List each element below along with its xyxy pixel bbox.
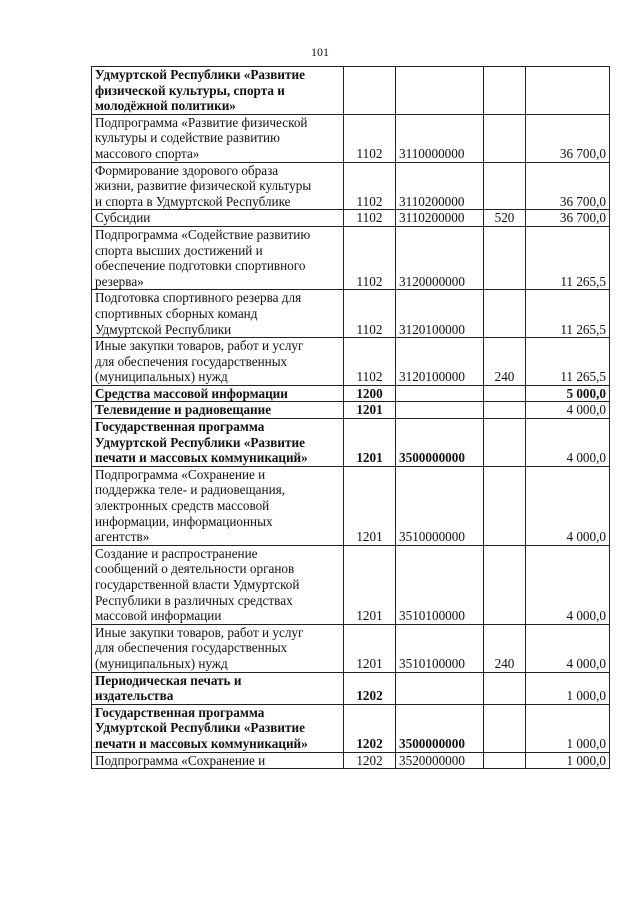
row-name-cell	[92, 114, 344, 162]
row-target-code-cell: 3500000000	[396, 419, 484, 467]
row-name-cell	[92, 290, 344, 338]
row-expense-type-cell	[484, 419, 526, 467]
row-name-cell	[92, 67, 344, 115]
table-row	[92, 226, 610, 289]
row-section-cell: 1202	[344, 704, 396, 752]
row-name-cell	[92, 162, 344, 210]
row-section-cell: 1201	[344, 419, 396, 467]
table-row	[92, 67, 610, 115]
row-section-cell	[344, 67, 396, 115]
row-name-text: Подпрограмма «Развитие физической культуры и содействие развитию массового спорта»	[95, 114, 308, 161]
row-name-cell	[92, 419, 344, 467]
row-section-cell: 1202	[344, 752, 396, 769]
row-section-cell: 1201	[344, 545, 396, 624]
row-target-code-cell: 3120000000	[396, 226, 484, 289]
row-target-code-cell: 3520000000	[396, 752, 484, 769]
row-target-code-cell	[396, 385, 484, 402]
row-name-text: Удмуртской Республики «Развитие физической культуры, спорта и молодёжной политики»	[95, 67, 305, 114]
table-row	[92, 114, 610, 162]
row-expense-type-cell	[484, 226, 526, 289]
row-sum-cell: 4 000,0	[526, 402, 610, 419]
row-name-text: Формирование здорового образа жизни, развитие физической культуры и спорта в Удмуртской Республике	[95, 162, 312, 209]
row-section-cell: 1102	[344, 210, 396, 227]
row-target-code-cell	[396, 402, 484, 419]
row-section-cell: 1102	[344, 338, 396, 386]
row-name-cell	[92, 704, 344, 752]
row-section-cell: 1201	[344, 624, 396, 672]
row-name-cell	[92, 624, 344, 672]
row-sum-cell	[526, 67, 610, 115]
table-row	[92, 402, 610, 419]
row-sum-cell: 4 000,0	[526, 545, 610, 624]
row-name-cell: Субсидии	[92, 210, 344, 227]
row-sum-cell: 5 000,0	[526, 385, 610, 402]
row-name-cell	[92, 226, 344, 289]
row-section-cell: 1102	[344, 162, 396, 210]
row-sum-cell: 36 700,0	[526, 210, 610, 227]
row-name-text: Государственная программа Удмуртской Республики «Развитие печати и массовых коммуникаций»	[95, 704, 308, 751]
table-row	[92, 385, 610, 402]
row-target-code-cell: 3110200000	[396, 210, 484, 227]
row-section-cell: 1201	[344, 402, 396, 419]
row-sum-cell: 11 265,5	[526, 226, 610, 289]
row-name-cell: Подпрограмма «Сохранение и	[92, 752, 344, 769]
row-name-cell	[92, 545, 344, 624]
table-row	[92, 162, 610, 210]
row-name-text: Создание и распространение сообщений о деятельности органов государственной власти Удмуртской Республики в различных средствах массовой информации	[95, 545, 300, 624]
row-expense-type-cell	[484, 402, 526, 419]
row-expense-type-cell	[484, 385, 526, 402]
row-name-cell	[92, 466, 344, 545]
table-row	[92, 338, 610, 386]
row-name-text: Подпрограмма «Содействие развитию спорта высших достижений и обеспечение подготовки спортивного резерва»	[95, 226, 311, 289]
row-name-cell: Средства массовой информации	[92, 385, 344, 402]
row-name-cell	[92, 338, 344, 386]
table-row	[92, 545, 610, 624]
row-sum-cell: 36 700,0	[526, 162, 610, 210]
row-sum-cell: 36 700,0	[526, 114, 610, 162]
row-target-code-cell: 3500000000	[396, 704, 484, 752]
row-sum-cell: 4 000,0	[526, 624, 610, 672]
row-expense-type-cell	[484, 162, 526, 210]
row-expense-type-cell: 240	[484, 338, 526, 386]
row-expense-type-cell	[484, 466, 526, 545]
row-expense-type-cell	[484, 67, 526, 115]
row-target-code-cell: 3120100000	[396, 290, 484, 338]
row-sum-cell: 1 000,0	[526, 752, 610, 769]
budget-table-body	[92, 67, 610, 769]
row-sum-cell: 4 000,0	[526, 466, 610, 545]
row-target-code-cell: 3510100000	[396, 624, 484, 672]
table-row	[92, 210, 610, 227]
row-expense-type-cell	[484, 545, 526, 624]
row-name-text: Государственная программа Удмуртской Республики «Развитие печати и массовых коммуникаций»	[95, 419, 308, 466]
row-section-cell: 1200	[344, 385, 396, 402]
table-row	[92, 466, 610, 545]
row-target-code-cell: 3510100000	[396, 545, 484, 624]
table-row	[92, 419, 610, 467]
row-section-cell: 1202	[344, 672, 396, 704]
row-target-code-cell	[396, 672, 484, 704]
table-row	[92, 624, 610, 672]
row-expense-type-cell: 240	[484, 624, 526, 672]
page-number: 101	[311, 45, 329, 59]
row-sum-cell: 11 265,5	[526, 290, 610, 338]
row-expense-type-cell: 520	[484, 210, 526, 227]
row-name-text: Подпрограмма «Сохранение и поддержка теле- и радиовещания, электронных средств массовой информации, информационных агентств»	[95, 466, 285, 545]
budget-table	[91, 66, 610, 769]
row-target-code-cell	[396, 67, 484, 115]
row-sum-cell: 4 000,0	[526, 419, 610, 467]
table-row	[92, 704, 610, 752]
row-name-cell	[92, 672, 344, 704]
row-section-cell: 1102	[344, 290, 396, 338]
row-name-text: Иные закупки товаров, работ и услуг для обеспечения государственных (муниципальных) нужд	[95, 624, 304, 671]
row-target-code-cell: 3510000000	[396, 466, 484, 545]
row-expense-type-cell	[484, 704, 526, 752]
row-name-cell: Телевидение и радиовещание	[92, 402, 344, 419]
row-name-text: Периодическая печать и издательства	[95, 672, 242, 704]
row-sum-cell: 11 265,5	[526, 338, 610, 386]
row-target-code-cell: 3110000000	[396, 114, 484, 162]
table-row	[92, 752, 610, 769]
row-expense-type-cell	[484, 752, 526, 769]
row-expense-type-cell	[484, 290, 526, 338]
row-expense-type-cell	[484, 114, 526, 162]
row-target-code-cell: 3110200000	[396, 162, 484, 210]
table-row	[92, 290, 610, 338]
row-name-text: Подготовка спортивного резерва для спортивных сборных команд Удмуртской Республики	[95, 290, 302, 337]
row-sum-cell: 1 000,0	[526, 672, 610, 704]
row-section-cell: 1102	[344, 114, 396, 162]
row-expense-type-cell	[484, 672, 526, 704]
table-row	[92, 672, 610, 704]
row-section-cell: 1201	[344, 466, 396, 545]
row-section-cell: 1102	[344, 226, 396, 289]
row-target-code-cell: 3120100000	[396, 338, 484, 386]
row-name-text: Иные закупки товаров, работ и услуг для обеспечения государственных (муниципальных) нужд	[95, 338, 304, 385]
row-sum-cell: 1 000,0	[526, 704, 610, 752]
